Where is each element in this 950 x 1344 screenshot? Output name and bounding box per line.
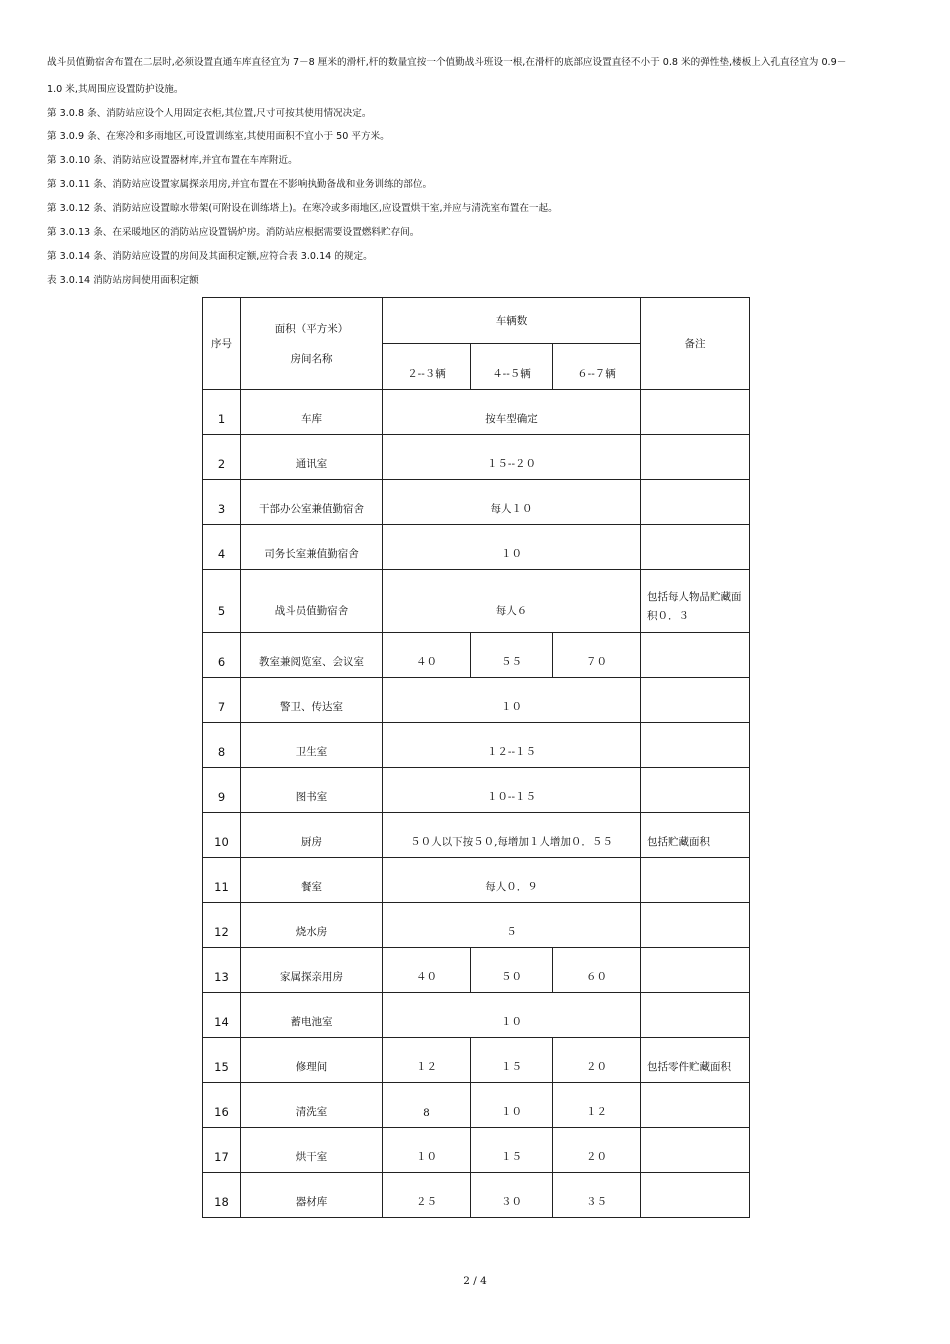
paragraph-1-cont: 1.0 米,其周围应设置防护设施。 xyxy=(47,84,184,95)
room-name: 通讯室 xyxy=(241,435,383,480)
area-value-2-3: １０ xyxy=(383,1128,471,1173)
room-name: 修理间 xyxy=(241,1038,383,1083)
row-note xyxy=(641,1083,750,1128)
row-no: 3 xyxy=(203,480,241,525)
area-value: １０--１５ xyxy=(383,768,641,813)
area-value-4-5: １０ xyxy=(471,1083,553,1128)
room-name: 蓄电池室 xyxy=(241,993,383,1038)
row-no: 10 xyxy=(203,813,241,858)
row-note xyxy=(641,390,750,435)
paragraph-1: 战斗员值勤宿舍布置在二层时,必须设置直通车库直径宜为 7－8 厘米的滑杆,杆的数量宜按一个值勤战斗班设一根,在滑杆的底部应设置直径不小于 0.8 米的弹性垫,楼板上入孔直径宜为 0.9－ xyxy=(47,57,847,68)
room-name: 图书室 xyxy=(241,768,383,813)
header-vehicles-4-5: ４--５辆 xyxy=(471,344,553,390)
header-vehicles-6-7: ６--７辆 xyxy=(553,344,641,390)
area-value: ５０人以下按５０,每增加１人增加０．５５ xyxy=(383,813,641,858)
area-value: １５--２０ xyxy=(383,435,641,480)
row-no: 12 xyxy=(203,903,241,948)
table-row xyxy=(203,768,750,813)
header-note: 备注 xyxy=(641,298,750,390)
page-number: 2 / 4 xyxy=(463,1275,487,1287)
table-row xyxy=(203,570,750,633)
row-no: 18 xyxy=(203,1173,241,1218)
table-row xyxy=(203,525,750,570)
table-row xyxy=(203,1173,750,1218)
row-note xyxy=(641,723,750,768)
area-value-6-7: ２０ xyxy=(553,1128,641,1173)
area-value: １０ xyxy=(383,525,641,570)
area-value: １２--１５ xyxy=(383,723,641,768)
room-name: 清洗室 xyxy=(241,1083,383,1128)
area-value-2-3: ４０ xyxy=(383,633,471,678)
header-seq: 序号 xyxy=(203,298,241,390)
area-value-2-3: ４０ xyxy=(383,948,471,993)
table-header-row xyxy=(203,298,750,344)
row-no: 13 xyxy=(203,948,241,993)
row-no: 6 xyxy=(203,633,241,678)
room-name: 家属探亲用房 xyxy=(241,948,383,993)
header-area-label: 面积（平方米） xyxy=(274,322,349,335)
table-row xyxy=(203,903,750,948)
row-note xyxy=(641,993,750,1038)
table-row xyxy=(203,723,750,768)
area-value-4-5: １５ xyxy=(471,1128,553,1173)
area-value: 按车型确定 xyxy=(383,390,641,435)
paragraph-3-0-12: 第 3.0.12 条、消防站应设置晾水带架(可附设在训练塔上)。在寒冷或多雨地区,应设置烘干室,并应与清洗室布置在一起。 xyxy=(47,203,558,214)
row-no: 11 xyxy=(203,858,241,903)
row-no: 17 xyxy=(203,1128,241,1173)
area-value-6-7: １２ xyxy=(553,1083,641,1128)
paragraph-3-0-14: 第 3.0.14 条、消防站应设置的房间及其面积定额,应符合表 3.0.14 的规定。 xyxy=(47,251,373,262)
paragraph-3-0-8: 第 3.0.8 条、消防站应设个人用固定衣柜,其位置,尺寸可按其使用情况决定。 xyxy=(47,108,372,119)
row-no: 14 xyxy=(203,993,241,1038)
row-note xyxy=(641,1173,750,1218)
row-note xyxy=(641,858,750,903)
table-caption: 表 3.0.14 消防站房间使用面积定额 xyxy=(47,275,199,286)
row-no: 7 xyxy=(203,678,241,723)
header-vehicles-2-3: ２--３辆 xyxy=(383,344,471,390)
row-no: 9 xyxy=(203,768,241,813)
table-row xyxy=(203,1083,750,1128)
row-no: 2 xyxy=(203,435,241,480)
row-note xyxy=(641,903,750,948)
table-row xyxy=(203,858,750,903)
area-value-6-7: ６０ xyxy=(553,948,641,993)
area-value-2-3: １２ xyxy=(383,1038,471,1083)
area-value: 每人６ xyxy=(383,570,641,633)
row-no: 5 xyxy=(203,570,241,633)
row-note xyxy=(641,1128,750,1173)
area-value-2-3: ２５ xyxy=(383,1173,471,1218)
area-value: 每人０．９ xyxy=(383,858,641,903)
table-row xyxy=(203,948,750,993)
area-value-4-5: ３０ xyxy=(471,1173,553,1218)
row-note xyxy=(641,948,750,993)
paragraph-3-0-13: 第 3.0.13 条、在采暖地区的消防站应设置锅炉房。消防站应根据需要设置燃料贮存间。 xyxy=(47,227,420,238)
table-row xyxy=(203,435,750,480)
row-note xyxy=(641,768,750,813)
room-area-table xyxy=(202,297,750,1218)
area-value-6-7: ２０ xyxy=(553,1038,641,1083)
room-name: 器材库 xyxy=(241,1173,383,1218)
room-name: 车库 xyxy=(241,390,383,435)
row-no: 8 xyxy=(203,723,241,768)
table-row xyxy=(203,678,750,723)
paragraph-3-0-10: 第 3.0.10 条、消防站应设置器材库,并宜布置在车库附近。 xyxy=(47,155,298,166)
table-row xyxy=(203,390,750,435)
room-name: 烧水房 xyxy=(241,903,383,948)
room-name: 厨房 xyxy=(241,813,383,858)
area-value-4-5: １５ xyxy=(471,1038,553,1083)
row-note: 包括零件贮藏面积 xyxy=(641,1038,750,1083)
area-value: 每人１０ xyxy=(383,480,641,525)
paragraph-3-0-9: 第 3.0.9 条、在寒冷和多雨地区,可设置训练室,其使用面积不宜小于 50 平方米。 xyxy=(47,131,390,142)
header-area-room xyxy=(241,298,383,390)
area-value-6-7: ７０ xyxy=(553,633,641,678)
area-value: ５ xyxy=(383,903,641,948)
room-name: 餐室 xyxy=(241,858,383,903)
room-name: 教室兼阅览室、会议室 xyxy=(241,633,383,678)
row-note xyxy=(641,678,750,723)
row-no: 16 xyxy=(203,1083,241,1128)
row-note xyxy=(641,633,750,678)
row-no: 15 xyxy=(203,1038,241,1083)
area-value-4-5: ５０ xyxy=(471,948,553,993)
row-note xyxy=(641,525,750,570)
table-row xyxy=(203,1128,750,1173)
table-row xyxy=(203,1038,750,1083)
row-note: 包括贮藏面积 xyxy=(641,813,750,858)
row-note xyxy=(641,435,750,480)
table-row xyxy=(203,993,750,1038)
table-row xyxy=(203,813,750,858)
paragraph-3-0-11: 第 3.0.11 条、消防站应设置家属探亲用房,并宜布置在不影响执勤备战和业务训练的部位。 xyxy=(47,179,433,190)
row-no: 4 xyxy=(203,525,241,570)
area-value: １０ xyxy=(383,678,641,723)
area-value-2-3: 8 xyxy=(383,1083,471,1128)
area-value: １０ xyxy=(383,993,641,1038)
room-name: 警卫、传达室 xyxy=(241,678,383,723)
room-name: 战斗员值勤宿舍 xyxy=(241,570,383,633)
area-value-6-7: ３５ xyxy=(553,1173,641,1218)
room-name: 干部办公室兼值勤宿舍 xyxy=(241,480,383,525)
room-name: 司务长室兼值勤宿舍 xyxy=(241,525,383,570)
row-note xyxy=(641,480,750,525)
room-name: 卫生室 xyxy=(241,723,383,768)
table-row xyxy=(203,633,750,678)
room-name: 烘干室 xyxy=(241,1128,383,1173)
header-vehicles: 车辆数 xyxy=(383,298,641,344)
header-room-label: 房间名称 xyxy=(290,352,333,365)
row-note: 包括每人物品贮藏面积０．３ xyxy=(641,570,750,633)
table-row xyxy=(203,480,750,525)
area-value-4-5: ５５ xyxy=(471,633,553,678)
row-no: 1 xyxy=(203,390,241,435)
